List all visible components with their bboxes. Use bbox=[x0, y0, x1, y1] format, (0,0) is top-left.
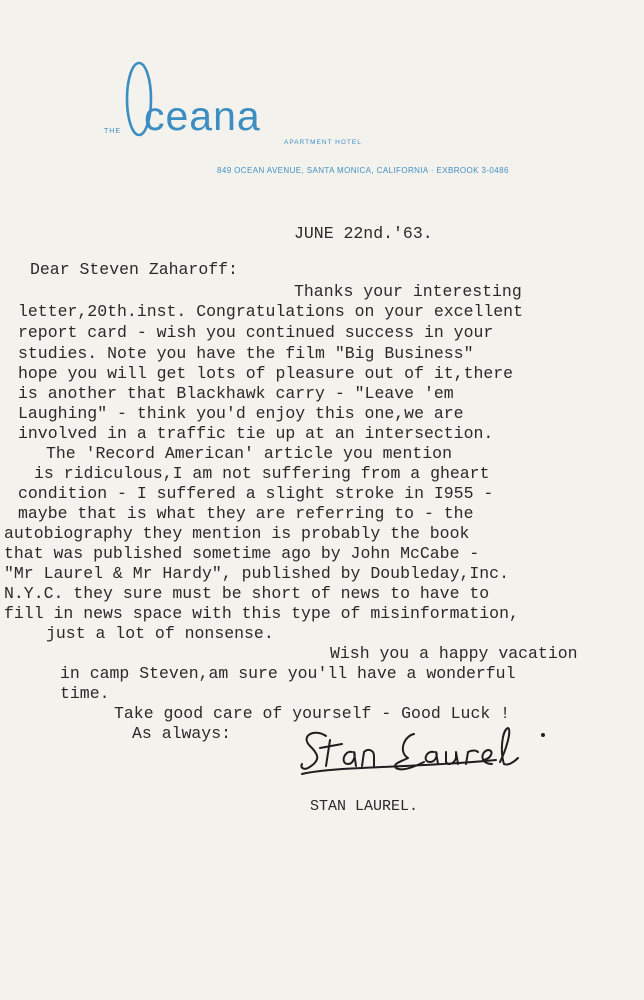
body-line: studies. Note you have the film "Big Business" bbox=[18, 344, 474, 363]
body-line: Thanks your interesting bbox=[294, 282, 522, 301]
body-line: hope you will get lots of pleasure out of it,there bbox=[18, 364, 514, 383]
body-line: involved in a traffic tie up at an intersection. bbox=[18, 424, 494, 443]
body-line: is ridiculous,I am not suffering from a gheart bbox=[34, 464, 490, 483]
body-line: fill in news space with this type of misinformation, bbox=[4, 604, 519, 623]
hotel-address: 849 OCEAN AVENUE, SANTA MONICA, CALIFORNIA · EXBROOK 3-0486 bbox=[217, 166, 509, 175]
salutation: Dear Steven Zaharoff: bbox=[30, 260, 238, 279]
hotel-subtitle: APARTMENT HOTEL bbox=[284, 139, 362, 146]
letter-date: JUNE 22nd.'63. bbox=[294, 224, 433, 243]
signature-dot bbox=[541, 733, 545, 737]
hotel-name: ceana bbox=[144, 93, 261, 139]
body-line: Laughing" - think you'd enjoy this one,we are bbox=[18, 404, 464, 423]
body-line: report card - wish you continued success in your bbox=[18, 323, 494, 342]
body-line: is another that Blackhawk carry - "Leave 'em bbox=[18, 384, 454, 403]
body-line: maybe that is what they are referring to - the bbox=[18, 504, 474, 523]
body-line: "Mr Laurel & Mr Hardy", published by Doubleday,Inc. bbox=[4, 564, 509, 583]
body-line: that was published sometime ago by John McCabe - bbox=[4, 544, 480, 563]
body-line: just a lot of nonsense. bbox=[46, 624, 274, 643]
body-line: Take good care of yourself - Good Luck ! bbox=[114, 704, 511, 723]
typed-name: STAN LAUREL. bbox=[310, 798, 419, 815]
body-line: The 'Record American' article you mention bbox=[46, 444, 452, 463]
body-line: As always: bbox=[132, 724, 232, 743]
body-line: letter,20th.inst. Congratulations on your excellent bbox=[18, 302, 523, 321]
body-line: in camp Steven,am sure you'll have a wonderful bbox=[60, 664, 516, 683]
letterhead-the: THE bbox=[104, 128, 121, 135]
body-line: Wish you a happy vacation bbox=[330, 644, 578, 663]
body-line: time. bbox=[60, 684, 110, 703]
body-line: N.Y.C. they sure must be short of news to have to bbox=[4, 584, 490, 603]
body-line: condition - I suffered a slight stroke in I955 - bbox=[18, 484, 494, 503]
body-line: autobiography they mention is probably the book bbox=[4, 524, 470, 543]
handwritten-signature bbox=[296, 722, 536, 786]
